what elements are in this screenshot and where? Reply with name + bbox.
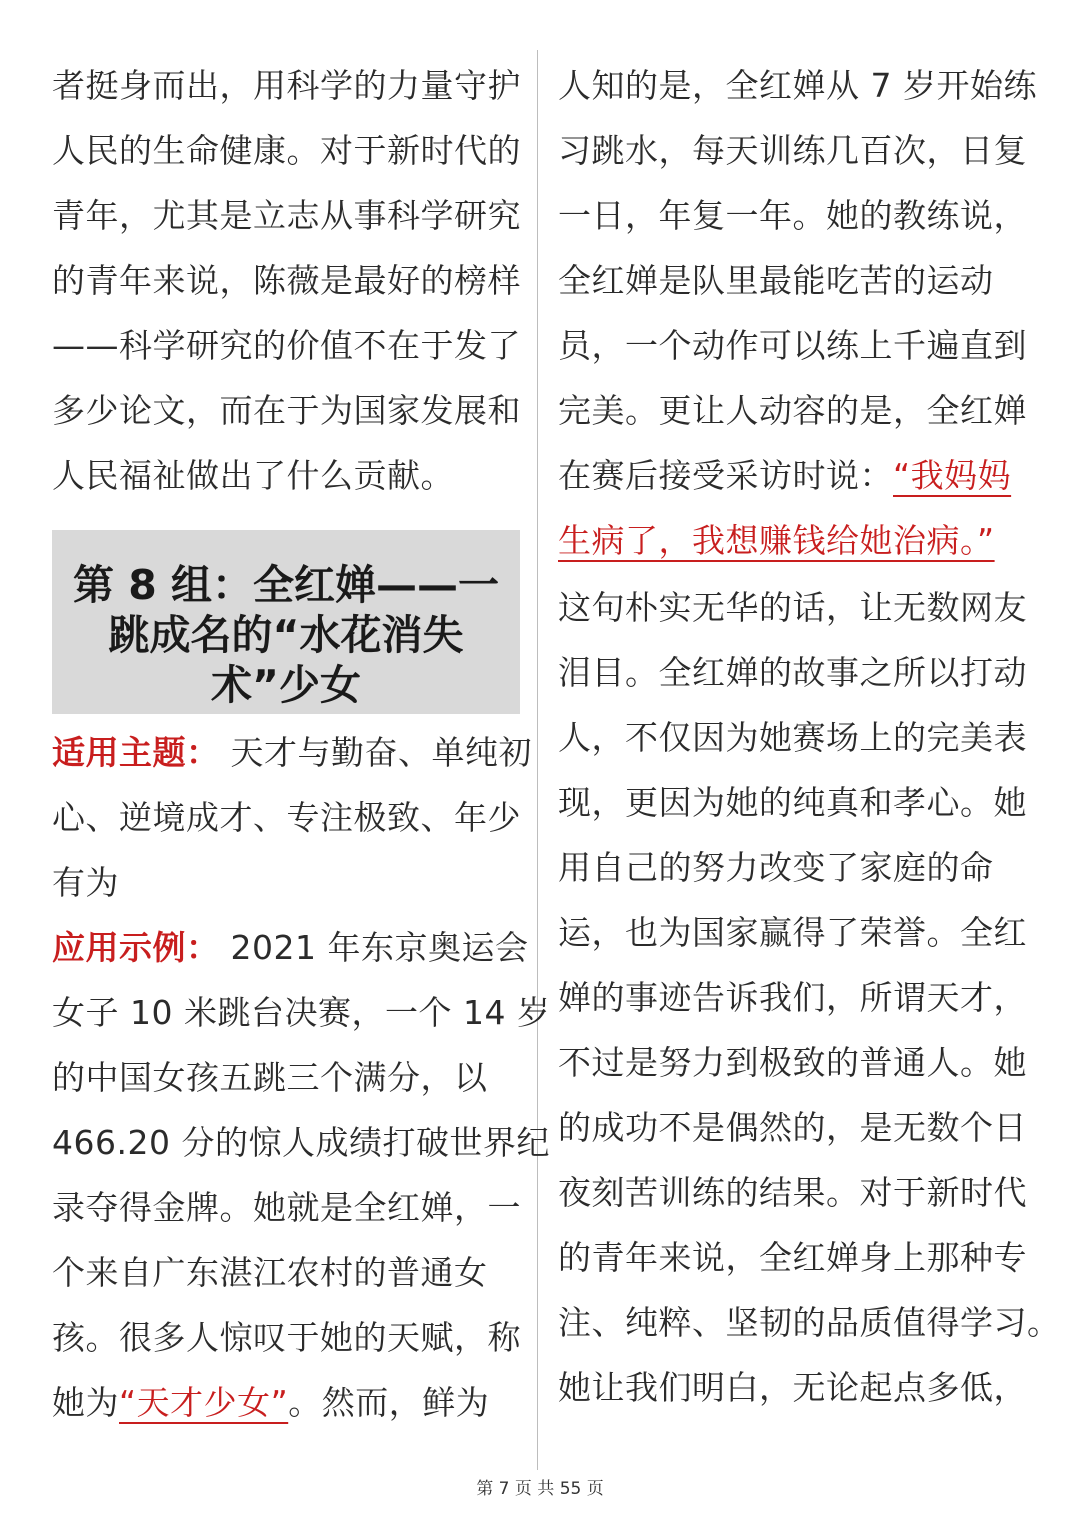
paragraph-line: 人民的生命健康。对于新时代的 xyxy=(52,131,521,170)
themes-line xyxy=(52,733,532,773)
paragraph-line: 她让我们明白，无论起点多低， xyxy=(558,1368,1027,1407)
paragraph-line: ——科学研究的价值不在于发了 xyxy=(52,326,521,365)
paragraph-line: 注、纯粹、坚韧的品质值得学习。 xyxy=(558,1303,1061,1342)
paragraph-line: 者挺身而出，用科学的力量守护 xyxy=(52,66,521,105)
paragraph-line: 人知的是，全红婵从 7 岁开始练 xyxy=(558,66,1037,105)
paragraph-line: 现，更因为她的纯真和孝心。她 xyxy=(558,783,1027,822)
paragraph-line: 运，也为国家赢得了荣誉。全红 xyxy=(558,913,1027,952)
themes-label: 适用主题： xyxy=(52,733,220,772)
paragraph-line: 个来自广东湛江农村的普通女 xyxy=(52,1253,488,1292)
paragraph-line: 泪目。全红婵的故事之所以打动 xyxy=(558,653,1027,692)
paragraph-line: 不过是努力到极致的普通人。她 xyxy=(558,1043,1027,1082)
paragraph-line: 人民福祉做出了什么贡献。 xyxy=(52,456,454,495)
example-line xyxy=(52,928,528,968)
paragraph-line: 录夺得金牌。她就是全红婵，一 xyxy=(52,1188,521,1227)
paragraph-line: 完美。更让人动容的是，全红婵 xyxy=(558,391,1027,430)
paragraph-line: 的中国女孩五跳三个满分，以 xyxy=(52,1058,488,1097)
column-divider xyxy=(537,50,538,1470)
paragraph-line xyxy=(558,456,1011,496)
paragraph-line: 心、逆境成才、专注极致、年少 xyxy=(52,798,521,837)
section-title-line: 术”少女 xyxy=(211,661,361,709)
paragraph-line: 孩。很多人惊叹于她的天赋，称 xyxy=(52,1318,521,1357)
paragraph-line: 的青年来说，陈薇是最好的榜样 xyxy=(52,261,521,300)
paragraph-line: 夜刻苦训练的结果。对于新时代 xyxy=(558,1173,1027,1212)
page-number-footer: 第 7 页 共 55 页 xyxy=(476,1479,604,1499)
paragraph-line: 有为 xyxy=(52,863,119,902)
paragraph-line: 员，一个动作可以练上千遍直到 xyxy=(558,326,1027,365)
paragraph-line: 的成功不是偶然的，是无数个日 xyxy=(558,1108,1027,1147)
highlighted-quote: “天才少女” xyxy=(119,1383,289,1422)
paragraph-line: 习跳水，每天训练几百次，日复 xyxy=(558,131,1027,170)
highlighted-quote: 生病了，我想赚钱给她治病。” xyxy=(558,521,995,560)
paragraph-line: 人，不仅因为她赛场上的完美表 xyxy=(558,718,1027,757)
example-text: 2021 年东京奥运会 xyxy=(219,928,529,967)
paragraph-line: 全红婵是队里最能吃苦的运动 xyxy=(558,261,994,300)
paragraph-line: 这句朴实无华的话，让无数网友 xyxy=(558,588,1027,627)
paragraph-line: 婵的事迹告诉我们，所谓天才， xyxy=(558,978,1027,1017)
section-title-box xyxy=(52,530,520,714)
paragraph-line: 用自己的努力改变了家庭的命 xyxy=(558,848,994,887)
paragraph-line: 的青年来说，全红婵身上那种专 xyxy=(558,1238,1027,1277)
section-title-line: 第 8 组：全红婵——一 xyxy=(72,561,500,609)
paragraph-line: 一日，年复一年。她的教练说， xyxy=(558,196,1027,235)
paragraph-line: 青年，尤其是立志从事科学研究 xyxy=(52,196,521,235)
paragraph-line: 女子 10 米跳台决赛，一个 14 岁 xyxy=(52,993,551,1032)
highlighted-quote: “我妈妈 xyxy=(893,456,1012,495)
text-span: 在赛后接受采访时说： xyxy=(558,456,893,495)
paragraph-line xyxy=(52,1383,489,1423)
themes-text: 天才与勤奋、单纯初 xyxy=(219,733,532,772)
paragraph-line: 466.20 分的惊人成绩打破世界纪 xyxy=(52,1123,550,1162)
text-span: 她为 xyxy=(52,1383,119,1422)
paragraph-line: 多少论文，而在于为国家发展和 xyxy=(52,391,521,430)
text-span: 。然而，鲜为 xyxy=(288,1383,490,1422)
section-title-line: 跳成名的“水花消失 xyxy=(108,611,464,659)
paragraph-line xyxy=(558,521,995,561)
example-label: 应用示例： xyxy=(52,928,220,967)
